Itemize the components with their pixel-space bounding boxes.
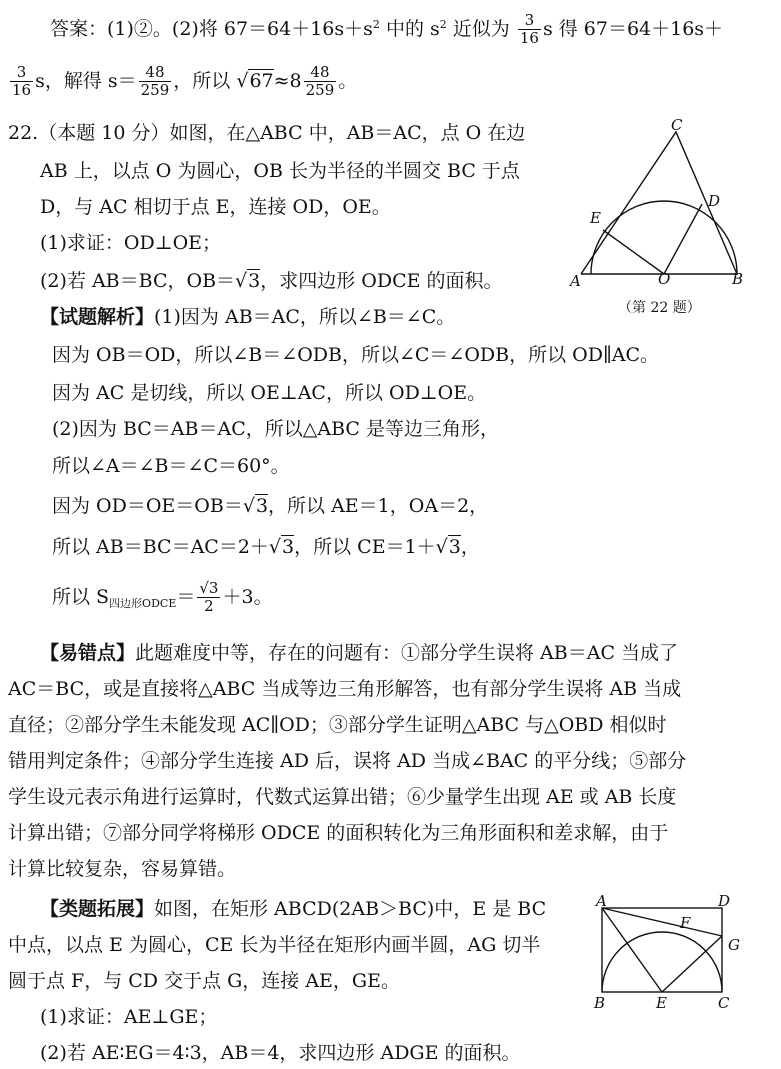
extension-line4: (1)求证：AE⊥GE； (40, 1006, 218, 1028)
segment-od (664, 204, 702, 274)
prev-answer-line2 (8, 64, 357, 100)
segment-ge (662, 936, 722, 992)
label-e: E (656, 994, 667, 1012)
extension-line5: (2)若 AE∶EG＝4∶3，AB＝4，求四边形 ADGE 的面积。 (40, 1042, 521, 1064)
semicircle-e (602, 932, 722, 992)
text: ，所以 √ (173, 69, 249, 92)
label-d: D (708, 192, 721, 210)
analysis-line7 (52, 536, 480, 559)
radicand: 3 (448, 536, 461, 558)
text: 近似为 (446, 17, 510, 40)
errors-line6: 计算出错；⑦部分同学将梯形 ODCE 的面积转化为三角形面积和差求解，由于 (8, 822, 669, 844)
subscript: 四边形ODCE (109, 596, 177, 610)
prev-answer-line1 (50, 12, 723, 48)
fraction: $\frac{48}{259}$ (140, 63, 170, 100)
text: ，求四边形 ODCE 的面积。 (260, 270, 503, 292)
text: 所以 AB＝BC＝AC＝2＋√ (52, 536, 282, 558)
fraction: $\frac{3}{16}$ (519, 11, 539, 48)
extension-line3: 圆于点 F，与 CD 交于点 G，连接 AE，GE。 (8, 970, 400, 992)
q22-line3: D，与 AC 相切于点 E，连接 OD，OE。 (40, 196, 391, 218)
errors-line5: 学生设元表示角进行运算时，代数式运算出错；⑥少量学生出现 AE 或 AB 长度 (8, 786, 677, 808)
figure-extension (590, 894, 760, 1024)
extension-line1 (40, 898, 546, 921)
errors-line1 (40, 642, 678, 665)
analysis-line3: 因为 AC 是切线，所以 OE⊥AC，所以 OD⊥OE。 (52, 382, 487, 404)
label-c: C (671, 118, 683, 134)
text: (1)因为 AB＝AC，所以∠B＝∠C。 (154, 306, 456, 328)
superscript: 2 (439, 17, 447, 31)
text: 因为 OD＝OE＝OB＝√ (52, 495, 255, 517)
label-b: B (732, 270, 744, 288)
radicand: 3 (255, 495, 269, 517)
label-b: B (594, 994, 606, 1012)
fraction: $\frac{√3}{2}$ (199, 579, 219, 616)
label-g: G (728, 936, 740, 954)
label-a: A (570, 272, 581, 290)
q22-line2: AB 上，以点 O 为圆心，OB 长为半径的半圆交 BC 于点 (40, 160, 520, 182)
q22-line1: 22.（本题 10 分）如图，在△ABC 中，AB＝AC，点 O 在边 (8, 122, 526, 144)
extension-tag: 【类题拓展】 (40, 898, 155, 920)
analysis-line8 (52, 580, 273, 616)
superscript: 2 (372, 17, 380, 31)
radicand: 3 (282, 536, 295, 558)
text: ，所以 AE＝1，OA＝2， (268, 495, 489, 517)
label-o: O (658, 270, 671, 288)
errors-line4: 错用判定条件；④部分学生连接 AD 后，误将 AD 当成∠BAC 的平分线；⑤部分 (8, 750, 687, 772)
text: (2)若 AB＝BC，OB＝√ (40, 270, 248, 292)
errors-line2: AC＝BC，或是直接将△ABC 当成等边三角形解答，也有部分学生误将 AB 当成 (8, 678, 682, 700)
figure-22 (560, 118, 770, 318)
text: 此题难度中等，存在的问题有：①部分学生误将 AB＝AC 当成了 (135, 642, 679, 664)
errors-line3: 直径；②部分学生未能发现 AC∥OD；③部分学生证明△ABC 与△OBD 相似时 (8, 714, 667, 736)
q22-line5 (40, 270, 503, 293)
fraction: $\frac{48}{259}$ (305, 63, 335, 100)
text: 如图，在矩形 ABCD(2AB＞BC)中，E 是 BC (154, 898, 547, 920)
text: s 得 67＝64＋16s＋ (542, 17, 724, 40)
text: ， (460, 536, 480, 558)
radicand: 67 (249, 69, 274, 92)
text: 所以 S (52, 585, 110, 608)
fraction: $\frac{3}{16}$ (12, 63, 32, 100)
q22-line4: (1)求证：OD⊥OE； (40, 232, 222, 254)
label-c: C (718, 994, 730, 1012)
label-f: F (680, 914, 691, 932)
analysis-line5: 所以∠A＝∠B＝∠C＝60°。 (52, 455, 290, 477)
radicand: 3 (248, 270, 261, 292)
text: ，所以 CE＝1＋√ (294, 536, 448, 558)
figure-22-caption: （第 22 题） (618, 300, 701, 316)
text: 。 (338, 69, 358, 92)
analysis-line2: 因为 OB＝OD，所以∠B＝∠ODB，所以∠C＝∠ODB，所以 OD∥AC。 (52, 344, 659, 366)
text: ≈8 (273, 69, 302, 92)
errors-tag: 【易错点】 (40, 642, 136, 664)
text: s，解得 s＝ (35, 69, 137, 92)
analysis-line4: (2)因为 BC＝AB＝AC，所以△ABC 是等边三角形， (52, 418, 499, 440)
label-d: D (718, 894, 731, 910)
text: ＝ (176, 585, 196, 608)
label-e: E (590, 209, 601, 227)
analysis-tag: 【试题解析】 (40, 306, 155, 328)
label-a: A (596, 894, 607, 910)
text: 答案：(1)②。(2)将 67＝64＋16s＋s (50, 17, 373, 40)
segment-oe (603, 230, 664, 274)
errors-line7: 计算比较复杂，容易算错。 (8, 858, 237, 880)
analysis-line6 (52, 495, 488, 518)
analysis-line1 (40, 306, 455, 329)
extension-line2: 中点，以点 E 为圆心，CE 长为半径在矩形内画半圆，AG 切半 (8, 934, 541, 956)
text: 中的 s (379, 17, 440, 40)
text: ＋3。 (222, 585, 273, 608)
